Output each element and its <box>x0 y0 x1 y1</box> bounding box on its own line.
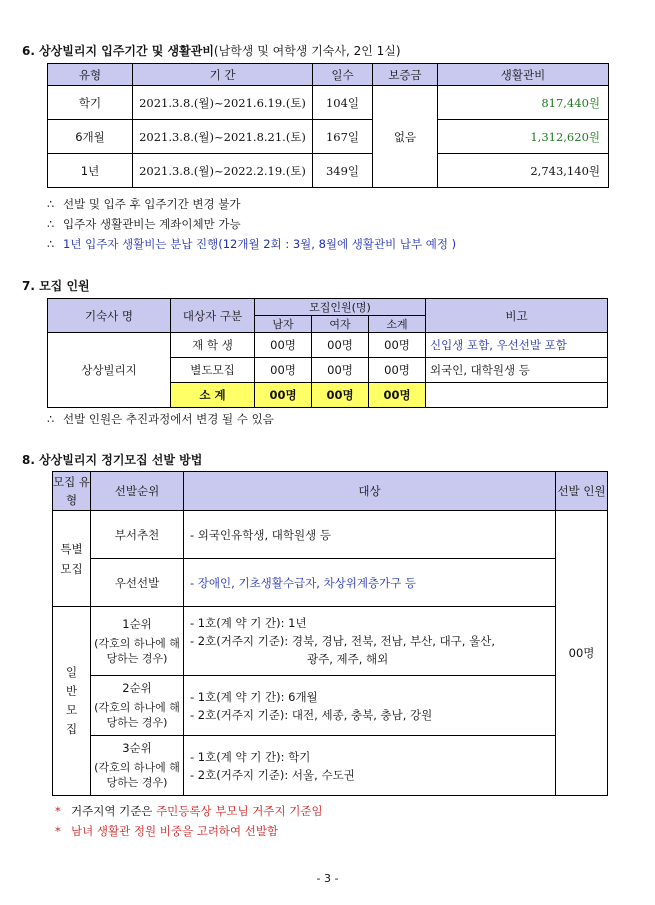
row-period: 2021.3.8.(월)~2022.2.19.(토) <box>133 154 313 188</box>
row-target: - 외국인유학생, 대학원생 등 <box>184 511 556 559</box>
row-target <box>184 736 556 796</box>
section8-title: 8. 상상빌리지 정기모집 선발 방법 <box>22 453 203 467</box>
rank-cell <box>91 676 184 736</box>
row-male: 00명 <box>255 358 312 383</box>
table-row <box>48 333 608 358</box>
page-number: - 3 - <box>316 872 339 885</box>
header-subtotal: 소계 <box>369 316 426 333</box>
note-mark: ∴ <box>47 412 55 426</box>
row-target: 재 학 생 <box>171 333 255 358</box>
special-label: 특별 모집 <box>53 511 91 607</box>
row-order: 부서추천 <box>91 511 184 559</box>
target-line-1: - 1호(계 약 기 간): 6개월 <box>190 689 318 704</box>
header-type: 모집 유형 <box>53 472 91 511</box>
row-target: - 장애인, 기초생활수급자, 차상위계층가구 등 <box>184 559 556 607</box>
note-mark: ∴ <box>47 197 55 211</box>
note-mark: ∴ <box>47 237 55 251</box>
row-days: 104일 <box>313 86 373 120</box>
header-target: 대상 <box>184 472 556 511</box>
table-row <box>53 511 608 559</box>
row-type: 1년 <box>48 154 133 188</box>
deposit-cell: 없음 <box>373 86 438 188</box>
section8-note-1 <box>55 803 323 819</box>
target-line-1: - 1호(계 약 기 간): 1년 <box>190 616 307 630</box>
section6-note-3 <box>47 236 456 252</box>
note-text: 선발 인원은 추진과정에서 변경 될 수 있음 <box>63 412 274 426</box>
table-row <box>48 120 609 154</box>
note-mark: * <box>55 824 61 838</box>
row-female: 00명 <box>312 358 369 383</box>
note-mark: * <box>55 804 61 818</box>
row-period: 2021.3.8.(월)~2021.8.21.(토) <box>133 120 313 154</box>
rank-condition: (각호의 하나에 해당하는 경우) <box>94 701 180 729</box>
table-row <box>48 154 609 188</box>
section8-note-2 <box>55 823 278 839</box>
target-line-2: - 2호(거주지 기준): 경북, 경남, 전북, 전남, 부산, 대구, 울산, <box>190 634 495 648</box>
row-female: 00명 <box>312 333 369 358</box>
row-subtotal: 00명 <box>369 333 426 358</box>
rank-label: 3순위 <box>122 741 152 755</box>
header-target: 대상자 구분 <box>171 299 255 333</box>
header-period: 기 간 <box>133 64 313 86</box>
note-text: 1년 입주자 생활비는 분납 진행(12개월 2회 : 3월, 8월에 생활관비 납부 예정 ) <box>63 237 457 251</box>
header-deposit: 보증금 <box>373 64 438 86</box>
section7-title: 7. 모집 인원 <box>22 279 90 293</box>
header-female: 여자 <box>312 316 369 333</box>
table-row <box>53 559 608 607</box>
header-count: 선발 인원 <box>556 472 608 511</box>
row-target <box>184 676 556 736</box>
selection-method-table <box>52 471 608 796</box>
general-label: 일 반 모 집 <box>53 607 91 796</box>
rank-condition: (각호의 하나에 해당하는 경우) <box>94 636 180 665</box>
note-highlight: 주민등록상 부모님 거주지 기준임 <box>156 804 323 818</box>
total-female: 00명 <box>312 383 369 408</box>
header-male: 남자 <box>255 316 312 333</box>
header-remark: 비고 <box>426 299 608 333</box>
target-line-2: - 2호(거주지 기준): 서울, 수도권 <box>190 767 355 782</box>
dorm-name: 상상빌리지 <box>48 333 171 408</box>
header-fee: 생활관비 <box>438 64 609 86</box>
row-period: 2021.3.8.(월)~2021.6.19.(토) <box>133 86 313 120</box>
row-remark: 신입생 포함, 우선선발 포함 <box>426 333 608 358</box>
section6-note-2 <box>47 216 241 232</box>
table-row <box>48 86 609 120</box>
rank-cell <box>91 736 184 796</box>
total-remark <box>426 383 608 408</box>
row-remark: 외국인, 대학원생 등 <box>426 358 608 383</box>
note-highlight: 남녀 생활관 정원 비중을 고려하여 선발함 <box>71 824 279 838</box>
table-row <box>53 736 608 796</box>
section6-note-1 <box>47 196 240 212</box>
rank-cell <box>91 607 184 676</box>
row-subtotal: 00명 <box>369 358 426 383</box>
note-text: 입주자 생활관비는 계좌이체만 가능 <box>63 217 241 231</box>
note-mark: ∴ <box>47 217 55 231</box>
target-line-1: - 1호(계 약 기 간): 학기 <box>190 749 311 764</box>
table-row <box>53 676 608 736</box>
row-fee: 2,743,140원 <box>438 154 609 188</box>
row-target <box>184 607 556 676</box>
section6-title-text: 6. 상상빌리지 입주기간 및 생활관비 <box>22 44 214 58</box>
target-line-2: - 2호(거주지 기준): 대전, 세종, 충북, 충남, 강원 <box>190 707 433 722</box>
row-fee: 817,440원 <box>438 86 609 120</box>
header-type: 유형 <box>48 64 133 86</box>
header-recruit: 모집인원(명) <box>255 299 426 316</box>
total-male: 00명 <box>255 383 312 408</box>
row-type: 학기 <box>48 86 133 120</box>
rank-condition: (각호의 하나에 해당하는 경우) <box>94 761 180 789</box>
row-male: 00명 <box>255 333 312 358</box>
total-subtotal: 00명 <box>369 383 426 408</box>
total-label: 소 계 <box>171 383 255 408</box>
row-days: 349일 <box>313 154 373 188</box>
row-type: 6개월 <box>48 120 133 154</box>
table-row <box>53 607 608 676</box>
row-fee: 1,312,620원 <box>438 120 609 154</box>
rank-label: 1순위 <box>122 616 152 631</box>
note-text: 거주지역 기준은 <box>71 804 157 818</box>
target-line-3: 광주, 제주, 해외 <box>307 652 389 666</box>
header-dorm: 기숙사 명 <box>48 299 171 333</box>
section6-title <box>22 42 401 59</box>
count-cell: 00명 <box>556 511 608 796</box>
row-days: 167일 <box>313 120 373 154</box>
note-text: 선발 및 입주 후 입주기간 변경 불가 <box>63 197 241 211</box>
section6-subtitle: (남학생 및 여학생 기숙사, 2인 1실) <box>213 44 401 58</box>
section7-note <box>47 411 274 427</box>
row-order: 우선선발 <box>91 559 184 607</box>
rank-label: 2순위 <box>122 681 152 695</box>
header-order: 선발순위 <box>91 472 184 511</box>
header-days: 일수 <box>313 64 373 86</box>
recruit-count-table <box>47 298 608 408</box>
period-fee-table <box>47 63 609 188</box>
row-target: 별도모집 <box>171 358 255 383</box>
